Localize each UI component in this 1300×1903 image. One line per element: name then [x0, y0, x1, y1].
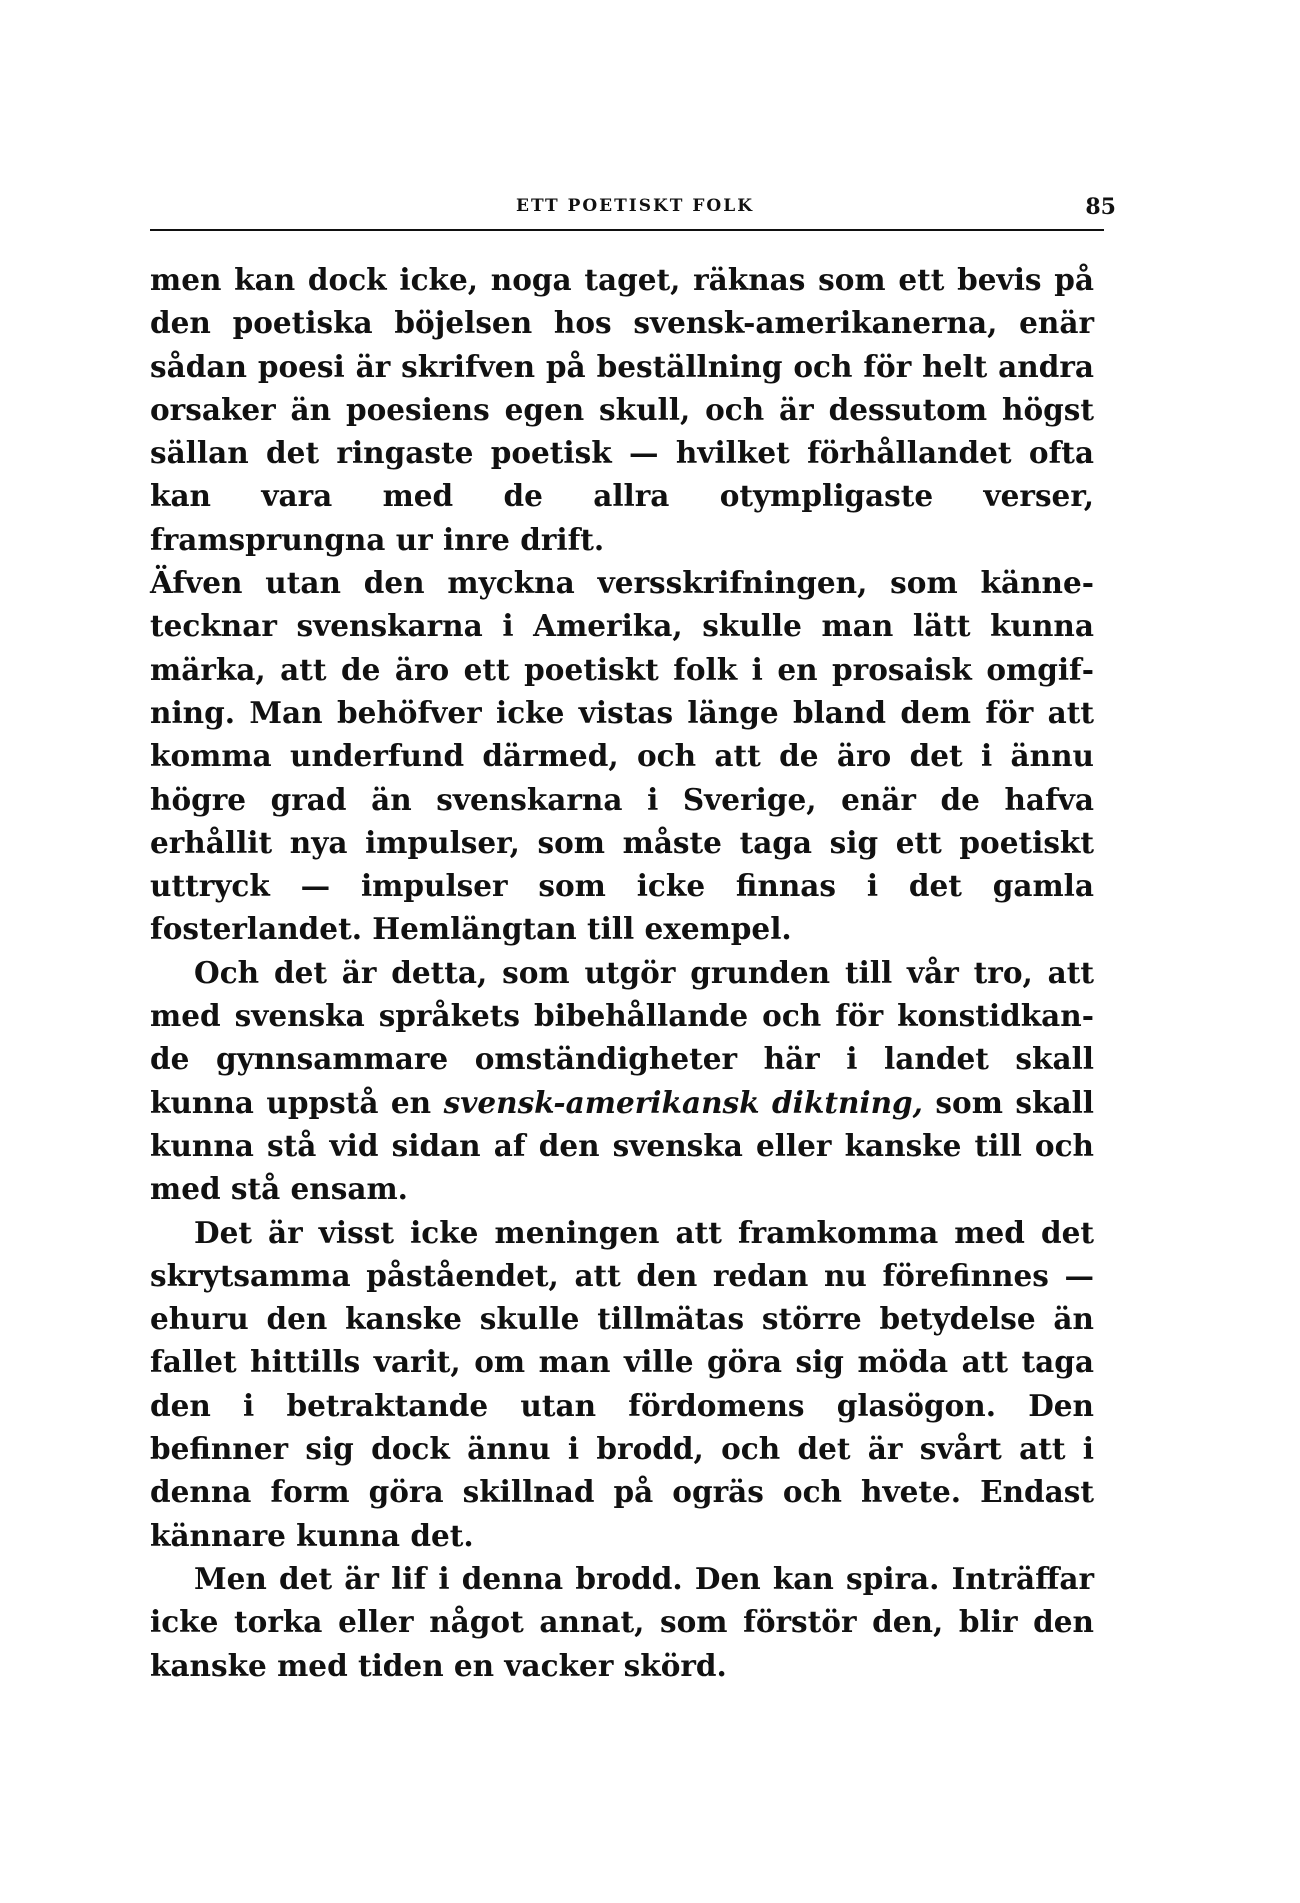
- emphasis-svensk-amerikansk-diktning: svensk-amerikansk diktning,: [443, 1084, 923, 1120]
- body-text: [150, 258, 1094, 1687]
- page-number: 85: [1085, 194, 1116, 220]
- paragraph-1: men kan dock icke, noga taget, räknas som ett bevis på den poetiska böjelsen hos svensk-amerikanerna, enär sådan poesi är skrifven på beställning och för helt andra orsaker än poesiens egen skull, och är dessutom högst sällan det ringaste poetisk — hvilket förhållandet ofta kan vara med de allra otympligaste verser, framsprungna ur inre drift.: [150, 262, 1094, 557]
- header-rule: [150, 229, 1104, 231]
- paragraph-4: Det är visst icke meningen att framkomma med det skrytsamma påståendet, att den redan nu förefinnes — ehuru den kanske skulle tillmätas större betydelse än fallet hittills varit, om man ville göra sig möda att taga den i betraktande utan fördomens glasögon. Den befinner sig dock ännu i brodd, och det är svårt att i denna form göra skillnad på ogräs och hvete. Endast kännare kunna det.: [150, 1214, 1094, 1553]
- paragraph-5: Men det är lif i denna brodd. Den kan spira. Inträffar icke torka eller något annat, som förstör den, blir den kanske med tiden en vacker skörd.: [150, 1560, 1094, 1683]
- running-header-title: ETT POETISKT FOLK: [516, 196, 754, 216]
- running-header: [150, 196, 1120, 224]
- paragraph-3: [150, 951, 1094, 1211]
- paragraph-3-after: som skall kunna stå vid sidan af den svenska eller kanske till och med stå ensam.: [150, 1084, 1094, 1207]
- paragraph-2: Äfven utan den myckna versskrifningen, som kännetecknar svenskarna i Amerika, skulle man lätt kunna märka, att de äro ett poetiskt folk i en prosaisk omgifning. Man behöfver icke vistas länge bland dem för att komma underfund därmed, och att de äro det i ännu högre grad än svenskarna i Sverige, enär de hafva erhållit nya impulser, som måste taga sig ett poetiskt uttryck — impulser som icke finnas i det gamla fosterlandet. Hemlängtan till exempel.: [150, 565, 1094, 947]
- paragraph-3-before: Och det är detta, som utgör grunden till vår tro, att med svenska språkets bibehållande och för konstidkande gynnsammare omständigheter här i landet skall kunna uppstå en: [150, 954, 1094, 1120]
